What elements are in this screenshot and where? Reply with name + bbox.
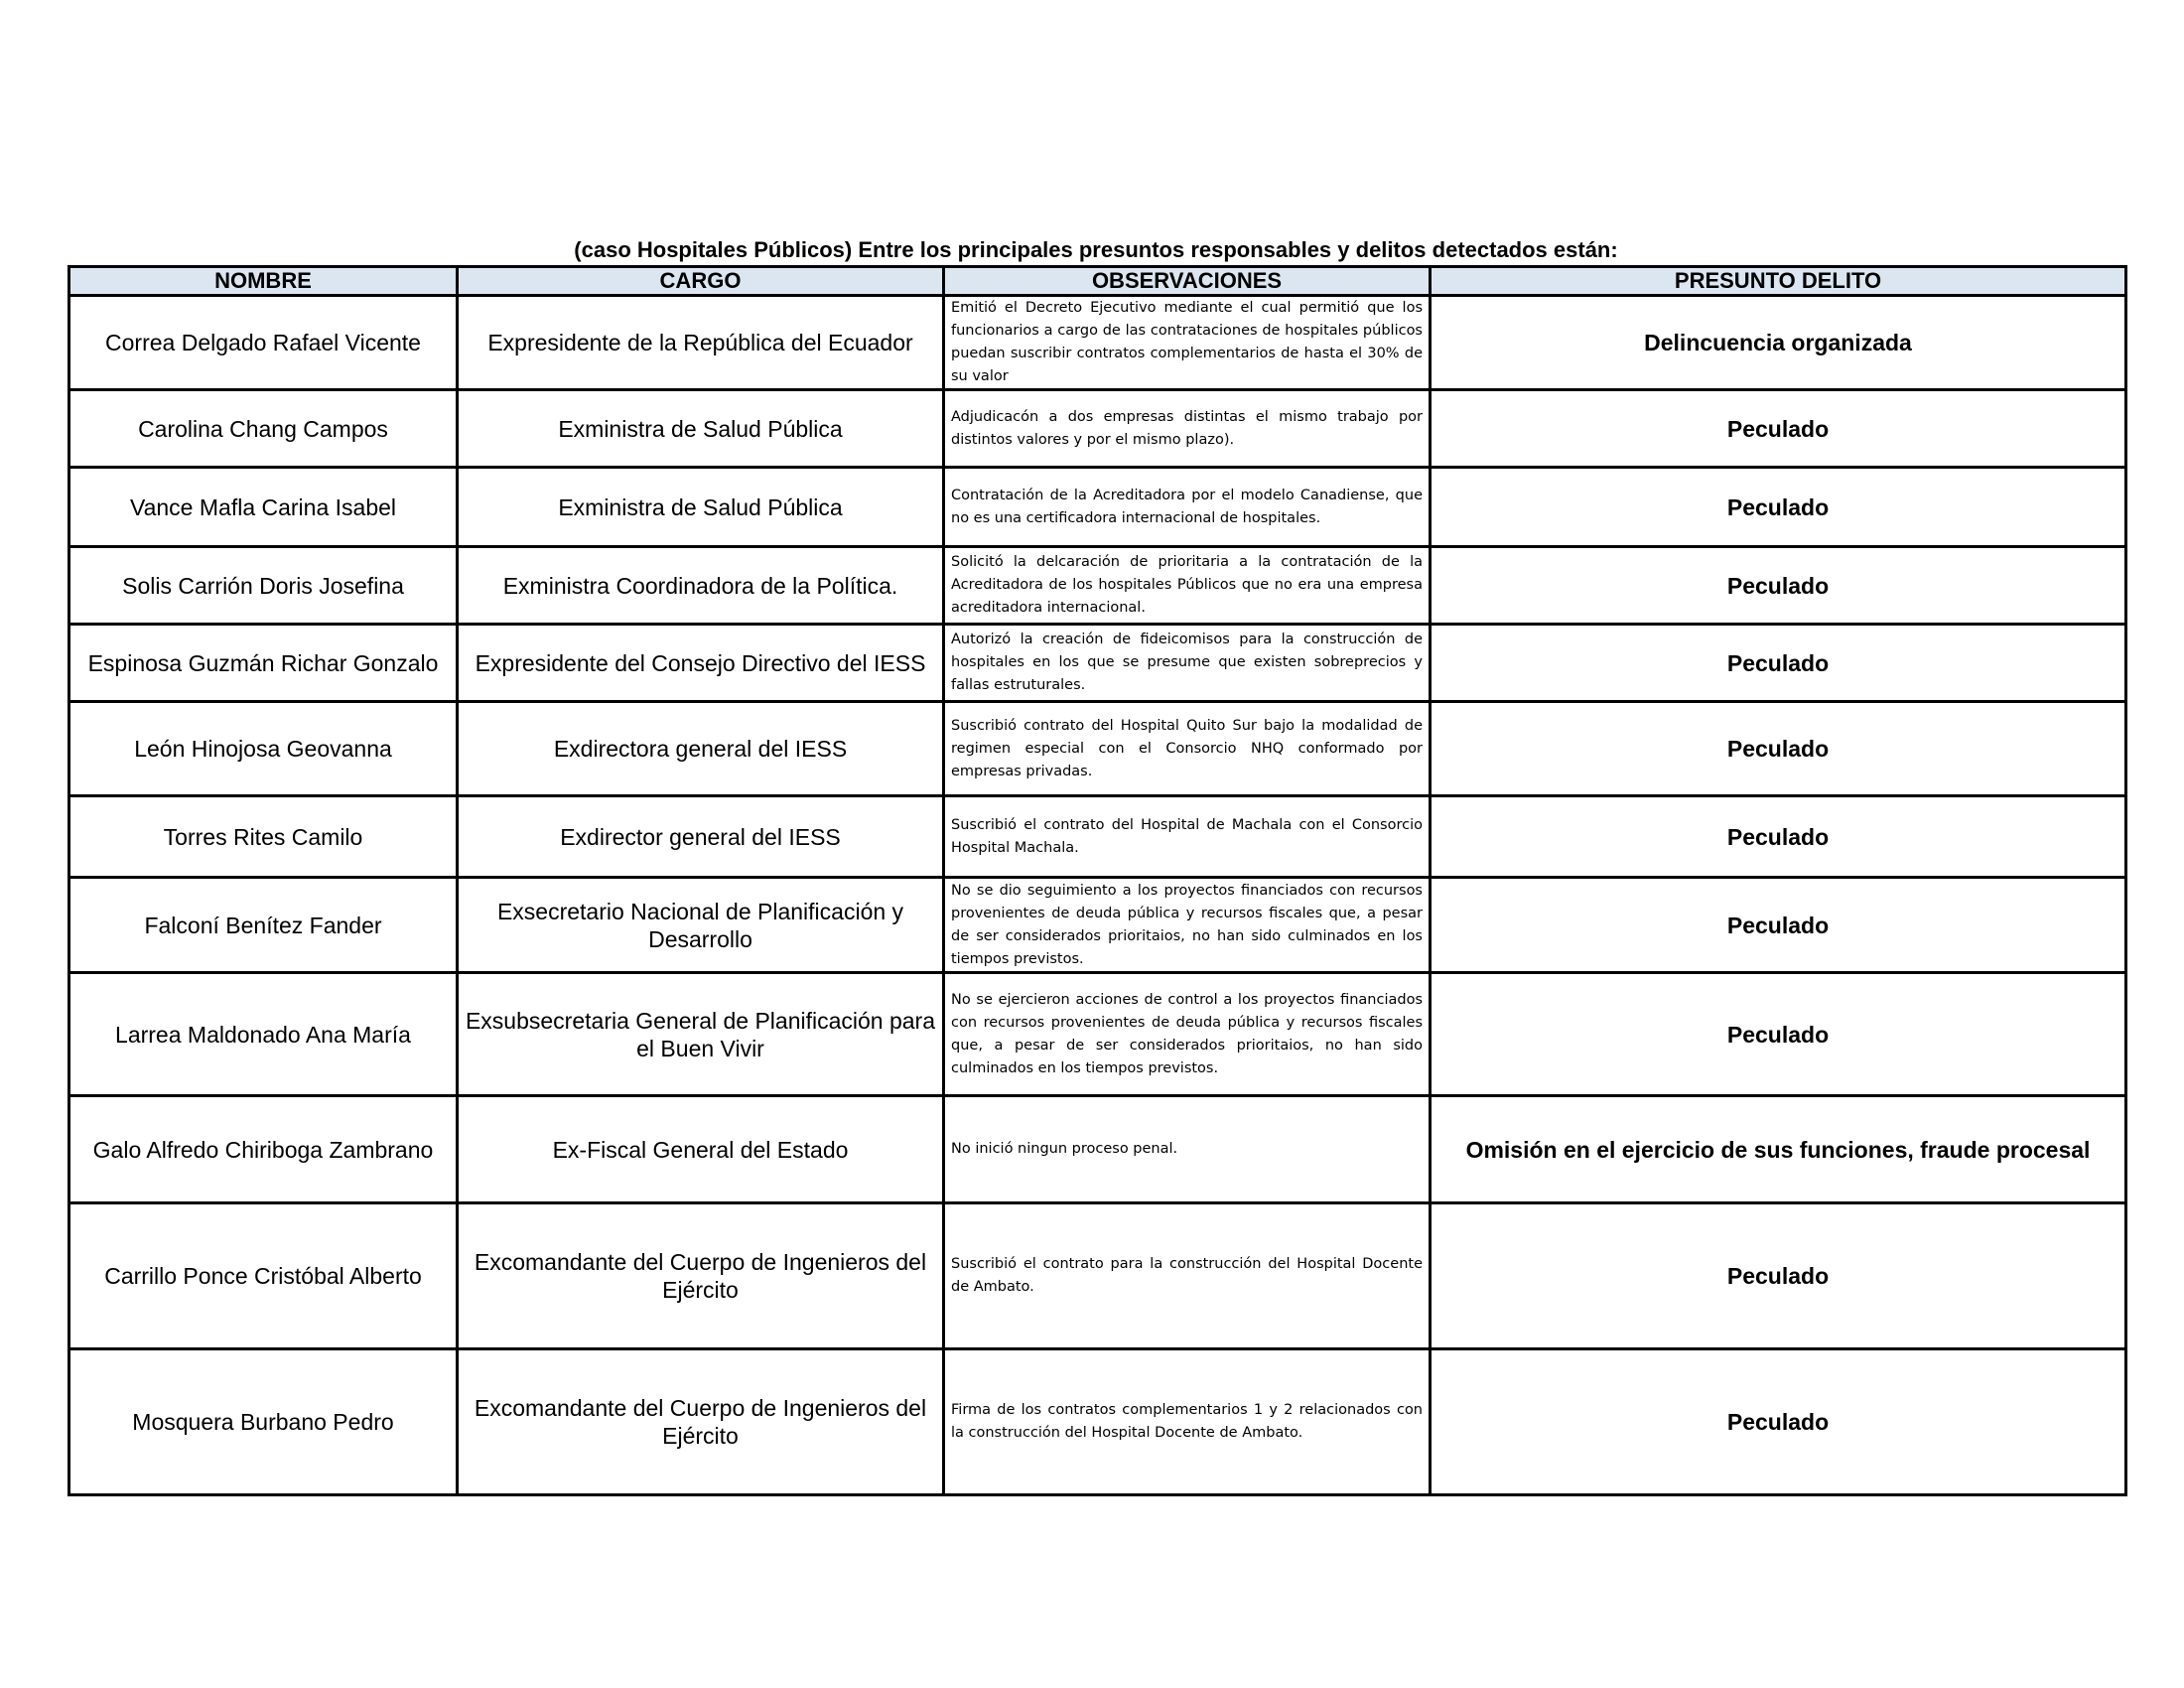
cell-nombre: Torres Rites Camilo <box>69 796 458 878</box>
cell-nombre: Espinosa Guzmán Richar Gonzalo <box>69 625 458 702</box>
table-row <box>69 468 2126 547</box>
cell-presunto-delito: Peculado <box>1431 796 2126 878</box>
cell-presunto-delito: Delincuencia organizada <box>1431 296 2126 390</box>
cell-presunto-delito: Peculado <box>1431 547 2126 625</box>
cell-nombre: León Hinojosa Geovanna <box>69 702 458 796</box>
table-row <box>69 1203 2126 1349</box>
cell-presunto-delito: Peculado <box>1431 973 2126 1096</box>
cell-nombre: Solis Carrión Doris Josefina <box>69 547 458 625</box>
cell-presunto-delito: Omisión en el ejercicio de sus funciones, fraude procesal <box>1431 1096 2126 1203</box>
cell-nombre: Carrillo Ponce Cristóbal Alberto <box>69 1203 458 1349</box>
cell-observaciones: Autorizó la creación de fideicomisos para la construcción de hospitales en los que se presume que existen sobreprecios y fallas estruturales. <box>944 625 1431 702</box>
header-nombre: NOMBRE <box>69 267 458 296</box>
table-row <box>69 1096 2126 1203</box>
cell-nombre: Larrea Maldonado Ana María <box>69 973 458 1096</box>
table-row <box>69 390 2126 468</box>
cell-presunto-delito: Peculado <box>1431 878 2126 973</box>
cell-cargo: Ex-Fiscal General del Estado <box>458 1096 944 1203</box>
cell-cargo: Expresidente de la República del Ecuador <box>458 296 944 390</box>
cell-nombre: Mosquera Burbano Pedro <box>69 1349 458 1495</box>
cell-cargo: Exsubsecretaria General de Planificación para el Buen Vivir <box>458 973 944 1096</box>
cell-cargo: Expresidente del Consejo Directivo del IESS <box>458 625 944 702</box>
cell-nombre: Carolina Chang Campos <box>69 390 458 468</box>
cell-presunto-delito: Peculado <box>1431 468 2126 547</box>
cell-observaciones: Suscribió el contrato del Hospital de Machala con el Consorcio Hospital Machala. <box>944 796 1431 878</box>
cell-observaciones: Solicitó la delcaración de prioritaria a la contratación de la Acreditadora de los hospitales Públicos que no era una empresa acreditadora internacional. <box>944 547 1431 625</box>
cell-nombre: Galo Alfredo Chiriboga Zambrano <box>69 1096 458 1203</box>
table-row <box>69 702 2126 796</box>
table-row <box>69 547 2126 625</box>
cell-observaciones: Suscribió el contrato para la construcción del Hospital Docente de Ambato. <box>944 1203 1431 1349</box>
cell-cargo: Exministra de Salud Pública <box>458 390 944 468</box>
cell-cargo: Exministra de Salud Pública <box>458 468 944 547</box>
table-row <box>69 1349 2126 1495</box>
cell-cargo: Excomandante del Cuerpo de Ingenieros del Ejército <box>458 1203 944 1349</box>
cell-cargo: Exministra Coordinadora de la Política. <box>458 547 944 625</box>
cell-presunto-delito: Peculado <box>1431 1203 2126 1349</box>
cell-nombre: Correa Delgado Rafael Vicente <box>69 296 458 390</box>
cell-observaciones: Emitió el Decreto Ejecutivo mediante el cual permitió que los funcionarios a cargo de las contrataciones de hospitales públicos puedan suscribir contratos complementarios de hasta el 30% de su valor <box>944 296 1431 390</box>
table-row <box>69 973 2126 1096</box>
cell-presunto-delito: Peculado <box>1431 625 2126 702</box>
table-row <box>69 878 2126 973</box>
cell-cargo: Excomandante del Cuerpo de Ingenieros del Ejército <box>458 1349 944 1495</box>
table-row <box>69 296 2126 390</box>
table-header-row <box>69 267 2126 296</box>
cell-observaciones: Firma de los contratos complementarios 1 y 2 relacionados con la construcción del Hospital Docente de Ambato. <box>944 1349 1431 1495</box>
cell-cargo: Exsecretario Nacional de Planificación y Desarrollo <box>458 878 944 973</box>
cell-nombre: Falconí Benítez Fander <box>69 878 458 973</box>
table-body <box>69 296 2126 1495</box>
cell-presunto-delito: Peculado <box>1431 1349 2126 1495</box>
suspects-table <box>68 265 2127 1496</box>
cell-observaciones: Suscribió contrato del Hospital Quito Sur bajo la modalidad de regimen especial con el Consorcio NHQ conformado por empresas privadas. <box>944 702 1431 796</box>
header-presunto-delito: PRESUNTO DELITO <box>1431 267 2126 296</box>
cell-observaciones: No se dio seguimiento a los proyectos financiados con recursos provenientes de deuda pública y recursos fiscales que, a pesar de ser considerados prioritaios, no han sido culminados en los tiempos previstos. <box>944 878 1431 973</box>
document-title: (caso Hospitales Públicos) Entre los principales presuntos responsables y delitos detectados están: <box>574 237 1618 262</box>
table-row <box>69 625 2126 702</box>
cell-observaciones: Contratación de la Acreditadora por el modelo Canadiense, que no es una certificadora internacional de hospitales. <box>944 468 1431 547</box>
header-observaciones: OBSERVACIONES <box>944 267 1431 296</box>
cell-presunto-delito: Peculado <box>1431 390 2126 468</box>
header-cargo: CARGO <box>458 267 944 296</box>
cell-nombre: Vance Mafla Carina Isabel <box>69 468 458 547</box>
cell-presunto-delito: Peculado <box>1431 702 2126 796</box>
cell-observaciones: No inició ningun proceso penal. <box>944 1096 1431 1203</box>
cell-observaciones: Adjudicacón a dos empresas distintas el mismo trabajo por distintos valores y por el mismo plazo). <box>944 390 1431 468</box>
cell-cargo: Exdirector general del IESS <box>458 796 944 878</box>
table-row <box>69 796 2126 878</box>
cell-observaciones: No se ejercieron acciones de control a los proyectos financiados con recursos provenientes de deuda pública y recursos fiscales que, a pesar de ser considerados prioritaios, no han sido culminados en los tiempos previstos. <box>944 973 1431 1096</box>
cell-cargo: Exdirectora general del IESS <box>458 702 944 796</box>
